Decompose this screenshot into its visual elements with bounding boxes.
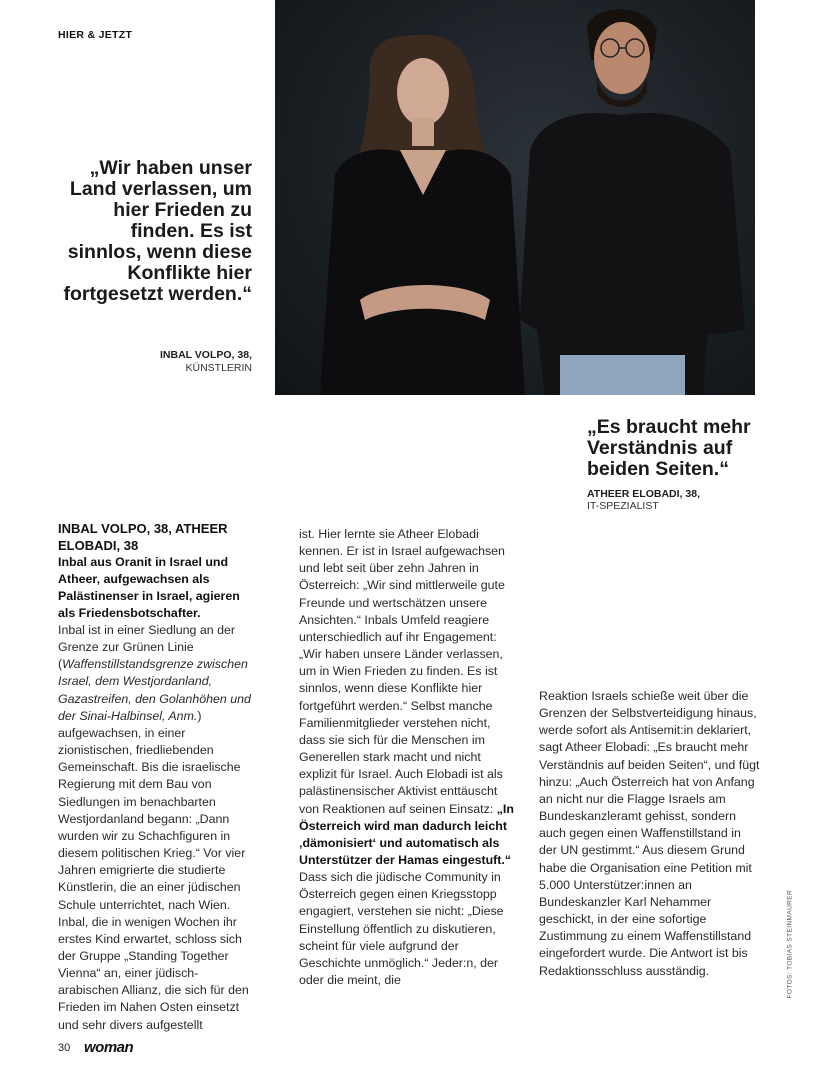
photo-credit — [785, 889, 795, 1005]
article-names: INBAL VOLPO, 38, ATHEER ELOBADI, 38 — [58, 521, 228, 553]
pull-quote-inbal: „Wir haben unser Land verlassen, um hier Frieden zu finden. Es ist sinnlos, wenn diese Konflikte hier fortgesetzt werden.“ — [63, 157, 252, 305]
article-body-1 — [58, 622, 254, 1034]
pull-quote-atheer: „Es braucht mehr Verständnis auf beiden Seiten.“ — [587, 416, 751, 480]
pull-quote-inbal-name: INBAL VOLPO, 38, — [160, 349, 252, 361]
article-column-2 — [299, 526, 519, 989]
magazine-logo: woman — [84, 1039, 134, 1056]
article-inline-quote: „In Österreich wird man dadurch leicht ‚dämonisiert‘ und automatisch als Unterstützer der Hamas eingestuft.“ — [299, 801, 514, 867]
article-body-2 — [299, 526, 519, 989]
article-lead: Inbal aus Oranit in Israel und Atheer, aufgewachsen als Palästinenser in Israel, agieren als Friedensbotschafter. — [58, 555, 240, 620]
section-tag: HIER & JETZT — [58, 29, 133, 41]
portrait-photo — [275, 0, 755, 395]
article-body-2a: ist. Hier lernte sie Atheer Elobadi kennen. Er ist in Israel aufgewachsen und lebt seit über zehn Jahren in Österreich: „Wir sind mittlerweile gute Freunde und wertschätzen unsere Ansichten.“ Inbals Umfeld reagiere unterschiedlich auf ihr Engagement: „Wir haben unsere Länder verlassen, um in Wien Frieden zu finden. Es ist sinnlos, wenn diese Konflikte hier fortgeführt werden.“ Selbst manche Familienmitglieder verstehen nicht, dass sie sich für die Menschen im Generellen stark macht und nicht explizit für Israel. Auch Elobadi ist als palästinensischer Aktivist enttäuscht von Reaktionen auf seinen Einsatz: — [299, 527, 505, 816]
article-column-3 — [539, 688, 761, 980]
article-body-1b: ) aufgewachsen, in einer zionistischen, friedliebenden Gemeinschaft. Bis die israelische Regierung mit dem Bau von Siedlungen im benachbarten Westjordanland begann: „Dann wurden wir zu Schachfiguren in diesem politischen Krieg.“ Vor vier Jahren emigrierte die studierte Künstlerin, die an einer jüdischen Schule unterrichtet, nach Wien. Inbal, die in wenigen Wochen ihr erstes Kind erwartet, schloss sich der Gruppe „Standing Together Vienna“ an, einer jüdisch-arabischen Allianz, die sich für den Frieden im Nahen Osten einsetzt und sehr divers aufgestellt — [58, 708, 249, 1032]
article-body-2b: Dass sich die jüdische Community in Österreich gegen einen Kriegsstopp engagiert, verstehen sie nicht: „Diese Einstellung öffentlich zu diskutieren, scheint für viele aufgrund der Geschichte unmöglich.“ Jeder:n, der oder die meint, die — [299, 870, 504, 988]
pull-quote-atheer-role: IT-SPEZIALIST — [587, 500, 659, 512]
article-body-3: Reaktion Israels schieße weit über die Grenzen der Selbstverteidigung hinaus, werde sofort als Antisemit:in deklariert, sagt Atheer Elobadi: „Es braucht mehr Verständnis auf beiden Seiten“, und fügt hinzu: „Auch Österreich hat von Anfang an nicht nur die Flagge Israels am Bundeskanzleramt gehisst, sondern auch gegen einen Waffenstillstand in der UN gestimmt.“ Aus diesem Grund habe die Organisation eine Petition mit 5.000 Unterstützer:innen an Bundeskanzler Karl Nehammer geschickt, in der eine sofortige Zustimmung zu einem Waffenstillstand eingefordert wurde. Die Antwort ist bis Redaktionsschluss ausständig. — [539, 689, 760, 978]
article-column-1 — [58, 520, 254, 1034]
pull-quote-inbal-role: KÜNSTLERIN — [185, 362, 252, 374]
pull-quote-atheer-name: ATHEER ELOBADI, 38, — [587, 488, 700, 500]
article-body-1-italic: Waffenstillstandsgrenze zwischen Israel, dem Westjordanland, Gazastreifen, den Golanhöhen und der Sinai-Halbinsel, Anm. — [58, 657, 251, 723]
page-number: 30 — [58, 1042, 71, 1054]
portrait-illustration — [275, 0, 755, 395]
photo-credit-text: FOTOS: TOBIAS STEINMAURER — [786, 889, 794, 999]
article-body-1a: Inbal ist in einer Siedlung an der Grenze zur Grünen Linie ( — [58, 623, 236, 672]
